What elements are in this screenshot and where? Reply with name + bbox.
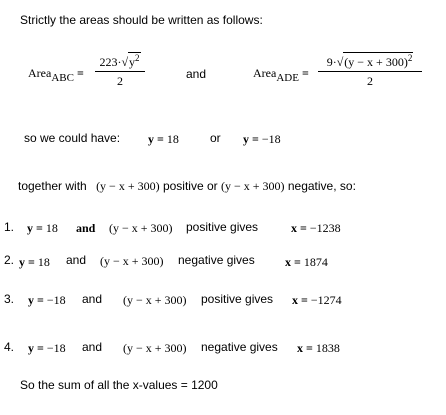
x-var: x xyxy=(292,293,298,307)
sqrt-icon: √ xyxy=(336,55,344,69)
area-abc-fraction xyxy=(95,52,145,89)
case-and: and xyxy=(82,340,103,354)
sqrt-icon: √ xyxy=(121,55,129,69)
area-ade-fraction-bar xyxy=(318,71,422,72)
area-ade-denominator: 2 xyxy=(367,74,373,88)
y-var: y xyxy=(148,132,154,146)
intro-text: Strictly the areas should be written as follows: xyxy=(20,13,263,27)
y-eq: = xyxy=(37,293,44,307)
x-val: −1274 xyxy=(310,293,342,307)
area-ade-subscript: ADE xyxy=(276,72,299,84)
case-number: 1. xyxy=(4,220,15,234)
y-var: y xyxy=(243,132,249,146)
x-val: 1838 xyxy=(315,341,340,355)
x-eq: = xyxy=(300,221,307,235)
case-number: 4. xyxy=(4,340,15,354)
y-val: −18 xyxy=(46,341,66,355)
case-and: and xyxy=(82,292,103,306)
y-positive-value xyxy=(148,132,179,147)
or-word: or xyxy=(210,131,221,145)
x-eq: = xyxy=(294,255,301,269)
together-text-2: positive or xyxy=(162,179,218,193)
and-word: and xyxy=(186,67,207,81)
y-var: y xyxy=(28,341,34,355)
area-abc-equals: = xyxy=(76,66,84,80)
case-sign-text: negative gives xyxy=(178,253,255,267)
case-sign-text: positive gives xyxy=(186,220,259,234)
y-eq: = xyxy=(252,132,259,146)
together-expr-1: (y − x + 300) xyxy=(96,179,160,193)
x-var: x xyxy=(297,341,303,355)
case-expr: (y − x + 300) xyxy=(123,293,187,307)
area-ade-fraction xyxy=(318,52,422,89)
case-expr: (y − x + 300) xyxy=(100,254,164,268)
area-ade-radicand: (y − x + 300) xyxy=(344,55,408,69)
y-val: 18 xyxy=(45,221,58,235)
y-val: −18 xyxy=(261,132,281,146)
x-val: −1238 xyxy=(309,221,341,235)
y-eq: = xyxy=(36,221,43,235)
area-ade-word: Area xyxy=(253,66,277,80)
x-var: x xyxy=(285,255,291,269)
y-var: y xyxy=(27,221,33,235)
case-sign-text: negative gives xyxy=(201,340,278,354)
area-ade-exponent: 2 xyxy=(407,53,413,63)
together-expr-2: (y − x + 300) xyxy=(220,179,285,193)
y-eq: = xyxy=(37,341,44,355)
case-expr: (y − x + 300) xyxy=(123,341,187,355)
conclusion-text: So the sum of all the x-values = 1200 xyxy=(20,378,218,392)
case-y xyxy=(28,341,66,356)
area-abc-numerator xyxy=(95,52,145,70)
y-eq: = xyxy=(28,255,35,269)
y-val: 18 xyxy=(37,255,50,269)
case-and: and xyxy=(66,253,87,267)
case-y xyxy=(28,293,66,308)
area-abc-subscript: ABC xyxy=(51,72,74,84)
area-abc-coefficient: 223· xyxy=(99,55,122,69)
x-var: x xyxy=(291,221,297,235)
could-have-text: so we could have: xyxy=(24,131,121,145)
area-abc-fraction-bar xyxy=(95,71,145,72)
y-var: y xyxy=(28,293,34,307)
together-text-1: together with xyxy=(18,179,87,193)
case-expr: (y − x + 300) xyxy=(109,221,173,235)
together-line xyxy=(18,179,356,194)
y-var: y xyxy=(19,255,25,269)
case-x xyxy=(285,255,328,270)
case-number: 3. xyxy=(4,292,15,306)
case-number: 2. xyxy=(4,253,15,267)
area-abc-denominator: 2 xyxy=(117,74,123,88)
area-abc-exponent: 2 xyxy=(135,53,140,63)
y-val: −18 xyxy=(46,293,66,307)
area-ade-coefficient: 9· xyxy=(326,55,337,69)
area-abc-label xyxy=(28,66,84,84)
case-x xyxy=(292,293,342,308)
area-ade-numerator xyxy=(318,52,422,70)
case-y xyxy=(19,255,50,270)
area-abc-radicand: y xyxy=(129,55,136,69)
y-negative-value xyxy=(243,132,281,147)
x-eq: = xyxy=(306,341,313,355)
x-eq: = xyxy=(301,293,308,307)
x-val: 1874 xyxy=(303,255,328,269)
together-text-3: negative, so: xyxy=(287,179,356,193)
case-x xyxy=(297,341,340,356)
area-ade-equals: = xyxy=(301,66,309,80)
y-val: 18 xyxy=(166,132,179,146)
case-and: and xyxy=(76,221,96,235)
case-sign-text: positive gives xyxy=(201,292,274,306)
area-abc-word: Area xyxy=(28,66,52,80)
case-y xyxy=(27,221,58,236)
area-ade-label xyxy=(253,66,309,84)
case-x xyxy=(291,221,341,236)
y-eq: = xyxy=(157,132,164,146)
